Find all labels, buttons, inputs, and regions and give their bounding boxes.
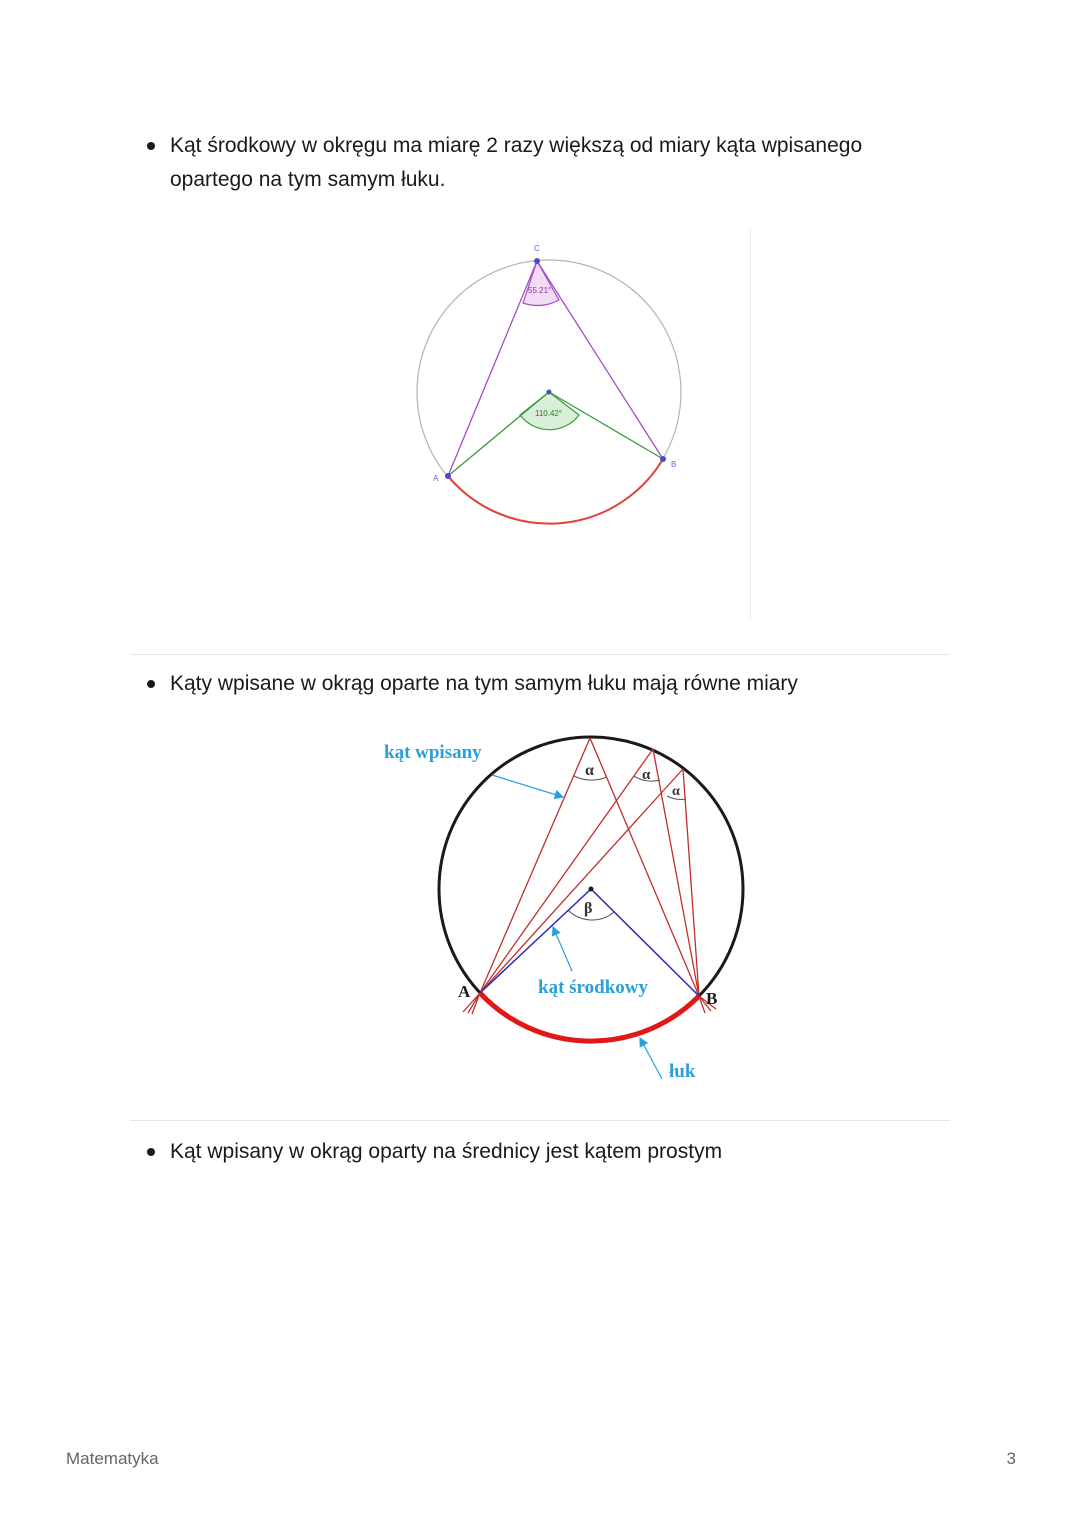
arrow-inscribed [492,775,563,797]
beta-label: β [584,900,593,917]
label-point-b: B [706,989,718,1008]
label-arc: łuk [669,1061,696,1082]
alpha-label-2: α [642,767,651,783]
label-inscribed-angle: kąt wpisany [384,742,482,763]
bullet-text: Kąt środkowy w okręgu ma miarę 2 razy większą od miary kąta wpisanego opartego na tym samym łuku. [170,134,863,191]
central-angle-value: 110.42° [535,409,563,418]
bullet-dot [147,1148,155,1156]
label-point-a: A [458,982,471,1001]
section-divider-2 [130,1120,950,1121]
page-number: 3 [1006,1449,1016,1468]
bullet-item-3 [140,1135,920,1169]
inscribed-angle-value: 55.21° [528,286,552,295]
bullet-text: Kąt wpisany w okrąg oparty na średnicy jest kątem prostym [170,1140,723,1163]
alpha-label-3: α [672,784,680,799]
alpha-label-1: α [585,762,594,779]
center-point [589,887,594,892]
label-b: B [671,460,677,469]
label-central-angle: kąt środkowy [538,977,648,998]
arc-ab-thick [480,993,699,1041]
arrow-central [553,927,572,971]
bullet-text: Kąty wpisane w okrąg oparte na tym samym łuku mają równe miary [170,672,798,695]
footer-subject: Matematyka [66,1449,159,1468]
arrow-arc [640,1038,662,1079]
label-c: C [534,244,540,253]
label-a: A [433,474,439,483]
